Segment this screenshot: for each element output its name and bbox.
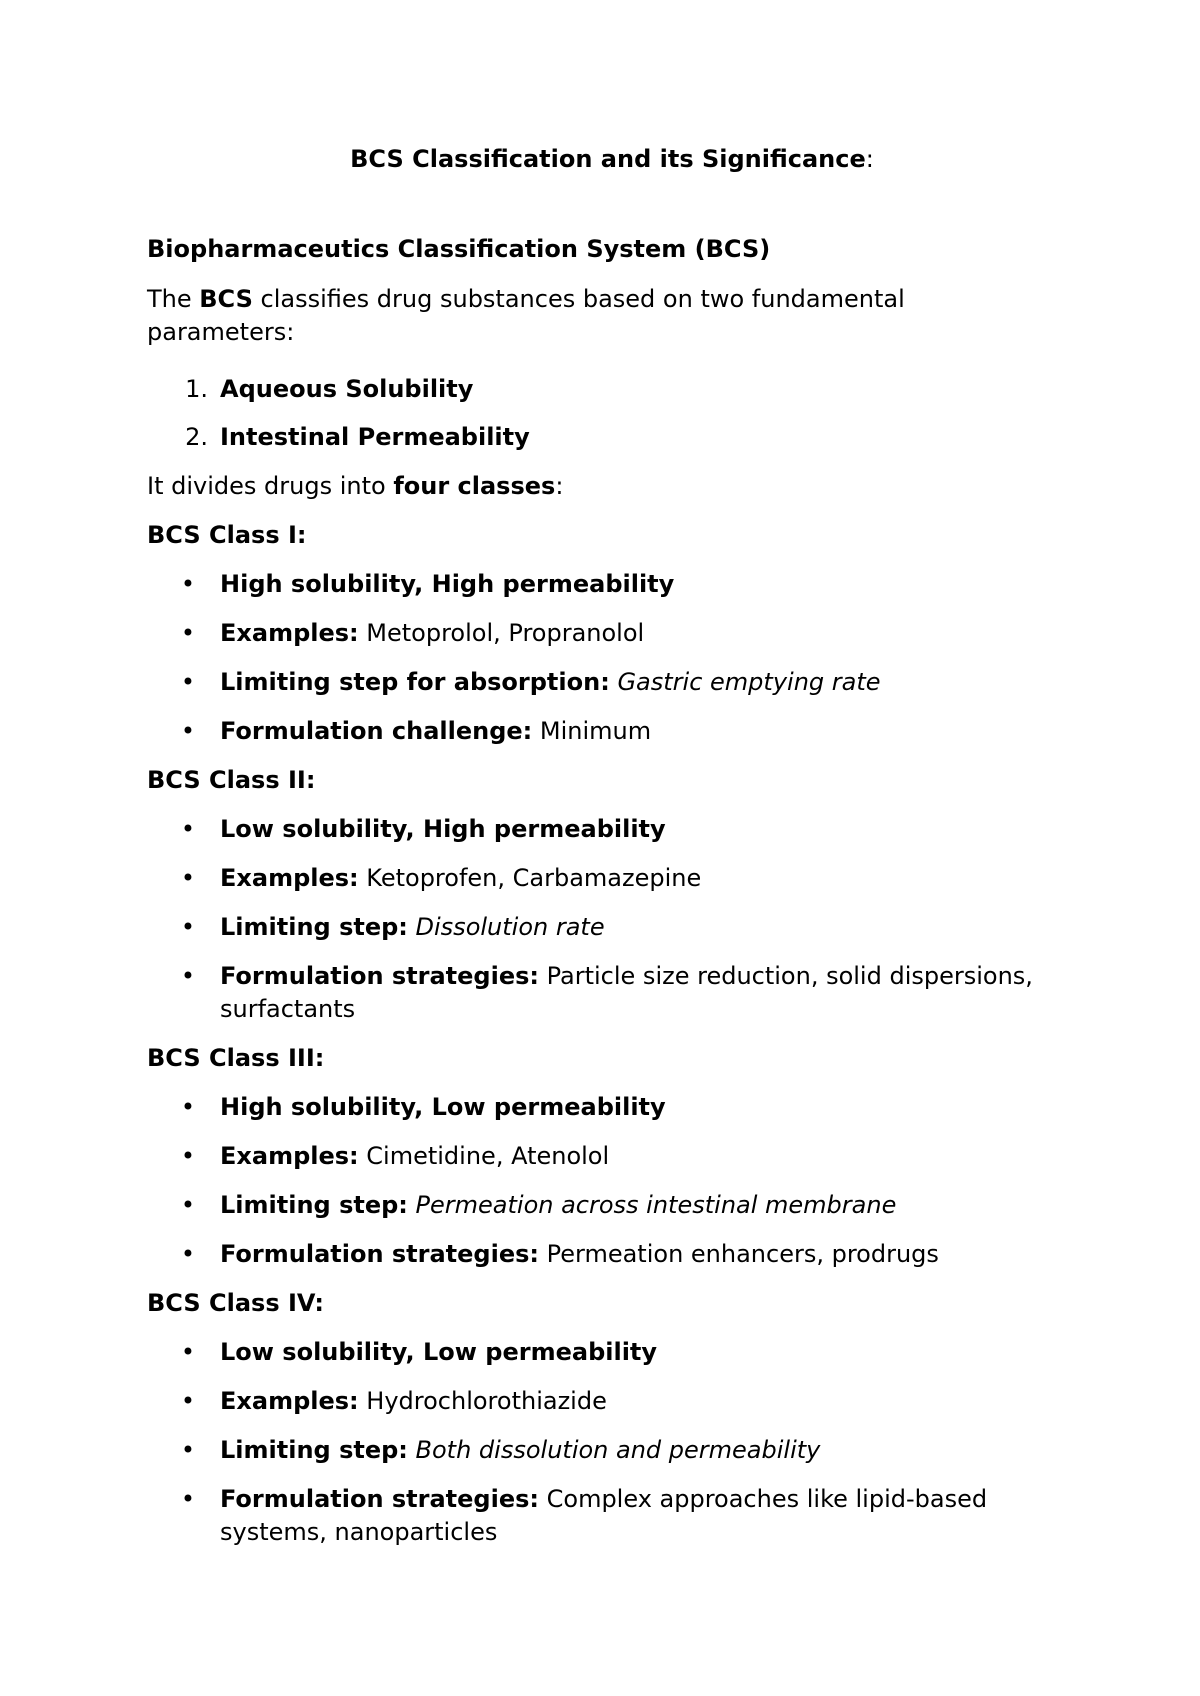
bullet-icon: •: [180, 815, 195, 843]
document-title: [147, 143, 1077, 176]
class-heading: BCS Class III:: [147, 1044, 325, 1072]
bullet-icon: •: [180, 717, 195, 745]
class-heading: BCS Class II:: [147, 766, 316, 794]
bullet-icon: •: [180, 1240, 195, 1268]
list-number: 1.: [185, 375, 208, 403]
bullet-icon: •: [180, 668, 195, 696]
list-number: 2.: [185, 423, 208, 451]
bullet-icon: •: [180, 570, 195, 598]
bullet-icon: •: [180, 1142, 195, 1170]
bullet-icon: •: [180, 1338, 195, 1366]
bullet-icon: •: [180, 864, 195, 892]
class-heading: BCS Class IV:: [147, 1289, 324, 1317]
bullet-icon: •: [180, 1191, 195, 1219]
bullet-icon: •: [180, 1436, 195, 1464]
parameter-text: Intestinal Permeability: [220, 423, 530, 451]
parameter-text: Aqueous Solubility: [220, 375, 474, 403]
title-colon: :: [865, 145, 874, 173]
bullet-icon: •: [180, 913, 195, 941]
bullet-icon: •: [180, 1485, 195, 1513]
title-text: BCS Classification and its Significance: [350, 145, 866, 173]
section-heading: Biopharmaceutics Classification System (BCS): [147, 235, 771, 263]
bullet-icon: •: [180, 1387, 195, 1415]
bullet-icon: •: [180, 1093, 195, 1121]
classes-intro: It divides drugs into four classes:: [147, 472, 564, 500]
bullet-icon: •: [180, 619, 195, 647]
bullet-icon: •: [180, 962, 195, 990]
class-heading: BCS Class I:: [147, 521, 307, 549]
intro-paragraph: The BCS classifies drug substances based on two fundamental parameters:: [147, 285, 905, 346]
